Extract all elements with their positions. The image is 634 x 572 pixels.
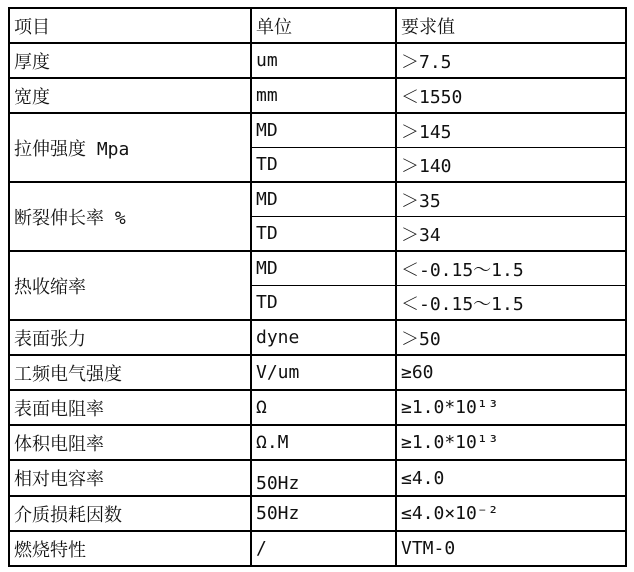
value-cell: ≥1.0*10¹³ [396, 390, 626, 425]
item-cell: 热收缩率 [9, 251, 251, 320]
table-row [9, 43, 626, 78]
table-row [9, 251, 626, 286]
unit-cell: Ω [251, 390, 396, 425]
item-cell: 燃烧特性 [9, 531, 251, 566]
unit-cell: MD [251, 113, 396, 148]
unit-cell: 50Hz [251, 496, 396, 531]
table-row [9, 355, 626, 390]
item-cell: 表面电阻率 [9, 390, 251, 425]
value-cell: ＜-0.15～1.5 [396, 251, 626, 286]
value-cell: ≥60 [396, 355, 626, 390]
value-cell: ≤4.0×10⁻² [396, 496, 626, 531]
unit-cell: mm [251, 78, 396, 113]
unit-cell: TD [251, 217, 396, 252]
item-cell: 工频电气强度 [9, 355, 251, 390]
table-row [9, 460, 626, 496]
unit-cell: dyne [251, 320, 396, 355]
unit-cell: V/um [251, 355, 396, 390]
value-cell: ＞34 [396, 217, 626, 252]
unit-cell: Ω.M [251, 425, 396, 460]
table-row [9, 320, 626, 355]
value-cell: ＜-0.15～1.5 [396, 286, 626, 321]
unit-cell: MD [251, 251, 396, 286]
col-header-value: 要求值 [396, 8, 626, 43]
value-cell: VTM-0 [396, 531, 626, 566]
value-cell: ＞140 [396, 148, 626, 183]
unit-cell: / [251, 531, 396, 566]
table-row [9, 113, 626, 148]
item-cell: 宽度 [9, 78, 251, 113]
header-row [9, 8, 626, 43]
item-cell: 相对电容率 [9, 460, 251, 496]
value-cell: ≤4.0 [396, 460, 626, 496]
table-row [9, 425, 626, 460]
item-cell: 断裂伸长率 % [9, 182, 251, 251]
item-cell: 体积电阻率 [9, 425, 251, 460]
col-header-unit: 单位 [251, 8, 396, 43]
item-cell: 表面张力 [9, 320, 251, 355]
value-cell: ＜1550 [396, 78, 626, 113]
unit-cell: TD [251, 148, 396, 183]
table-row [9, 182, 626, 217]
value-cell: ＞7.5 [396, 43, 626, 78]
value-cell: ＞35 [396, 182, 626, 217]
table-row [9, 78, 626, 113]
item-cell: 拉伸强度 Mpa [9, 113, 251, 182]
unit-cell: MD [251, 182, 396, 217]
unit-cell: 50Hz [251, 460, 396, 496]
table-row [9, 390, 626, 425]
unit-cell: um [251, 43, 396, 78]
value-cell: ＞145 [396, 113, 626, 148]
spec-table [8, 7, 627, 567]
value-cell: ≥1.0*10¹³ [396, 425, 626, 460]
col-header-item: 项目 [9, 8, 251, 43]
table-row [9, 496, 626, 531]
item-cell: 介质损耗因数 [9, 496, 251, 531]
item-cell: 厚度 [9, 43, 251, 78]
table-row [9, 531, 626, 566]
unit-cell: TD [251, 286, 396, 321]
value-cell: ＞50 [396, 320, 626, 355]
